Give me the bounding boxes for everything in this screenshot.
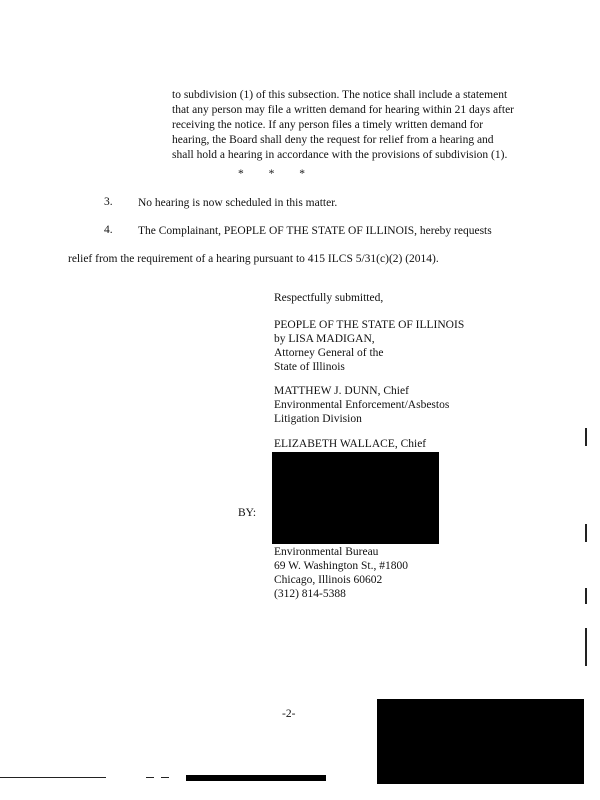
signature-block-chief [274, 384, 449, 426]
section-break-stars: * * * [238, 168, 305, 180]
signature-block-people [274, 318, 464, 374]
scan-mark [585, 524, 587, 542]
bottom-rule [0, 777, 106, 778]
address-line: (312) 814-5388 [274, 588, 346, 600]
sig-line: MATTHEW J. DUNN, Chief [274, 385, 409, 397]
signature-block-bureau-chief: ELIZABETH WALLACE, Chief [274, 438, 427, 450]
sig-line: State of Illinois [274, 361, 345, 373]
quote-line: to subdivision (1) of this subsection. The notice shall include a statement [172, 89, 508, 101]
quote-line: shall hold a hearing in accordance with the provisions of subdivision (1). [172, 149, 508, 161]
quote-line: hearing, the Board shall deny the request for relief from a hearing and [172, 134, 494, 146]
address-line: Environmental Bureau [274, 546, 379, 558]
paragraph-4-number: 4. [104, 224, 113, 236]
sig-line: Environmental Enforcement/Asbestos [274, 399, 450, 411]
paragraph-4-text: The Complainant, PEOPLE OF THE STATE OF ILLINOIS, hereby requests [138, 225, 492, 237]
by-label: BY: [238, 507, 257, 519]
address-line: 69 W. Washington St., #1800 [274, 560, 409, 572]
address-block [274, 545, 408, 601]
sig-line: by LISA MADIGAN, [274, 333, 375, 345]
bottom-bar [186, 775, 326, 781]
paragraph-4-continuation: relief from the requirement of a hearing pursuant to 415 ILCS 5/31(c)(2) (2014). [68, 253, 439, 265]
address-line: Chicago, Illinois 60602 [274, 574, 383, 586]
sig-line: Attorney General of the [274, 347, 384, 359]
quoted-statute [172, 88, 514, 163]
redaction-box [272, 452, 439, 544]
bottom-rule [161, 777, 169, 778]
quote-line: receiving the notice. If any person files a timely written demand for [172, 119, 484, 131]
page-number: -2- [282, 708, 296, 720]
scan-mark [585, 428, 587, 446]
black-box-artifact [377, 699, 584, 784]
paragraph-3-text: No hearing is now scheduled in this matter. [138, 197, 338, 209]
quote-line: that any person may file a written demand for hearing within 21 days after [172, 104, 515, 116]
closing: Respectfully submitted, [274, 292, 384, 304]
bottom-rule [146, 777, 154, 778]
scan-mark [585, 588, 587, 604]
paragraph-3-number: 3. [104, 196, 113, 208]
sig-line: Litigation Division [274, 413, 362, 425]
sig-line: PEOPLE OF THE STATE OF ILLINOIS [274, 319, 465, 331]
scan-mark [585, 628, 587, 666]
